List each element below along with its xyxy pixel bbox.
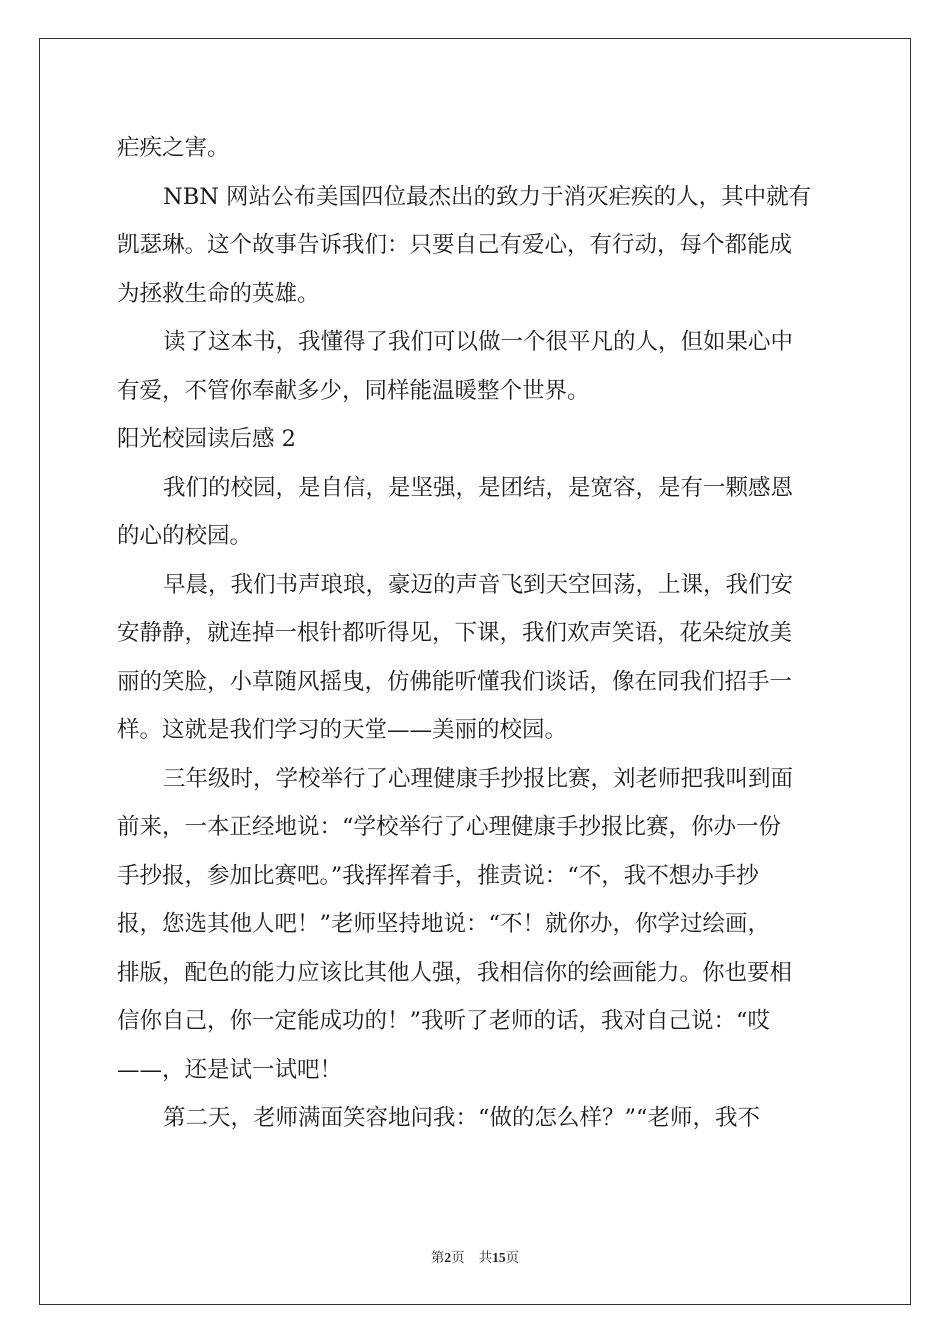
body-line: 信你自己，你一定能成功的！”我听了老师的话，我对自己说：“哎 <box>117 1008 771 1034</box>
body-line: 的心的校园。 <box>117 523 253 549</box>
paragraph-start-line: 第二天，老师满面笑容地问我：“做的怎么样？”“老师，我不 <box>163 1105 761 1131</box>
paragraph-start-line: 早晨，我们书声琅琅，豪迈的声音飞到天空回荡，上课，我们安 <box>163 571 794 598</box>
document-body <box>117 124 833 1143</box>
page-total: 15 <box>492 1250 506 1265</box>
total-suffix: 页 <box>505 1250 520 1266</box>
body-line: 凯瑟琳。这个故事告诉我们：只要自己有爱心，有行动，每个都能成 <box>117 232 793 258</box>
page-footer <box>0 1248 950 1268</box>
body-line: ——，还是试一试吧！ <box>117 1056 343 1083</box>
paragraph-start-line: NBN 网站公布美国四位最杰出的致力于消灭疟疾的人，其中就有 <box>163 183 812 210</box>
page-current: 2 <box>444 1250 452 1265</box>
paragraph-start-line: 我们的校园，是自信，是坚强，是团结，是宽容，是有一颗感恩 <box>163 474 794 501</box>
paragraph-start-line: 三年级时，学校举行了心理健康手抄报比赛，刘老师把我叫到面 <box>163 765 794 792</box>
page-suffix: 页 <box>451 1250 465 1266</box>
paragraph-start-line: 读了这本书，我懂得了我们可以做一个很平凡的人，但如果心中 <box>163 329 794 355</box>
page-prefix: 第 <box>430 1250 445 1266</box>
body-line: 排版，配色的能力应该比其他人强，我相信你的绘画能力。你也要相 <box>117 959 793 986</box>
body-line: 样。这就是我们学习的天堂——美丽的校园。 <box>117 717 568 743</box>
body-line: 有爱，不管你奉献多少，同样能温暖整个世界。 <box>117 377 590 404</box>
body-line: 丽的笑脸，小草随风摇曳，仿佛能听懂我们谈话，像在同我们招手一 <box>117 668 793 695</box>
body-line: 前来，一本正经地说：“学校举行了心理健康手抄报比赛，你办一份 <box>117 814 782 840</box>
body-line: 为拯救生命的英雄。 <box>117 280 320 307</box>
body-line: 安静静，就连掉一根针都听得见，下课，我们欢声笑语，花朵绽放美 <box>117 620 793 646</box>
total-prefix: 共 <box>478 1250 493 1266</box>
section-heading: 阳光校园读后感 2 <box>117 426 296 452</box>
body-line: 报，您选其他人吧！”老师坚持地说：“不！就你办，你学过绘画， <box>117 911 771 937</box>
body-line: 手抄报，参加比赛吧。”我挥挥着手，推责说：“不，我不想办手抄 <box>117 862 759 889</box>
body-line: 疟疾之害。 <box>117 135 230 161</box>
